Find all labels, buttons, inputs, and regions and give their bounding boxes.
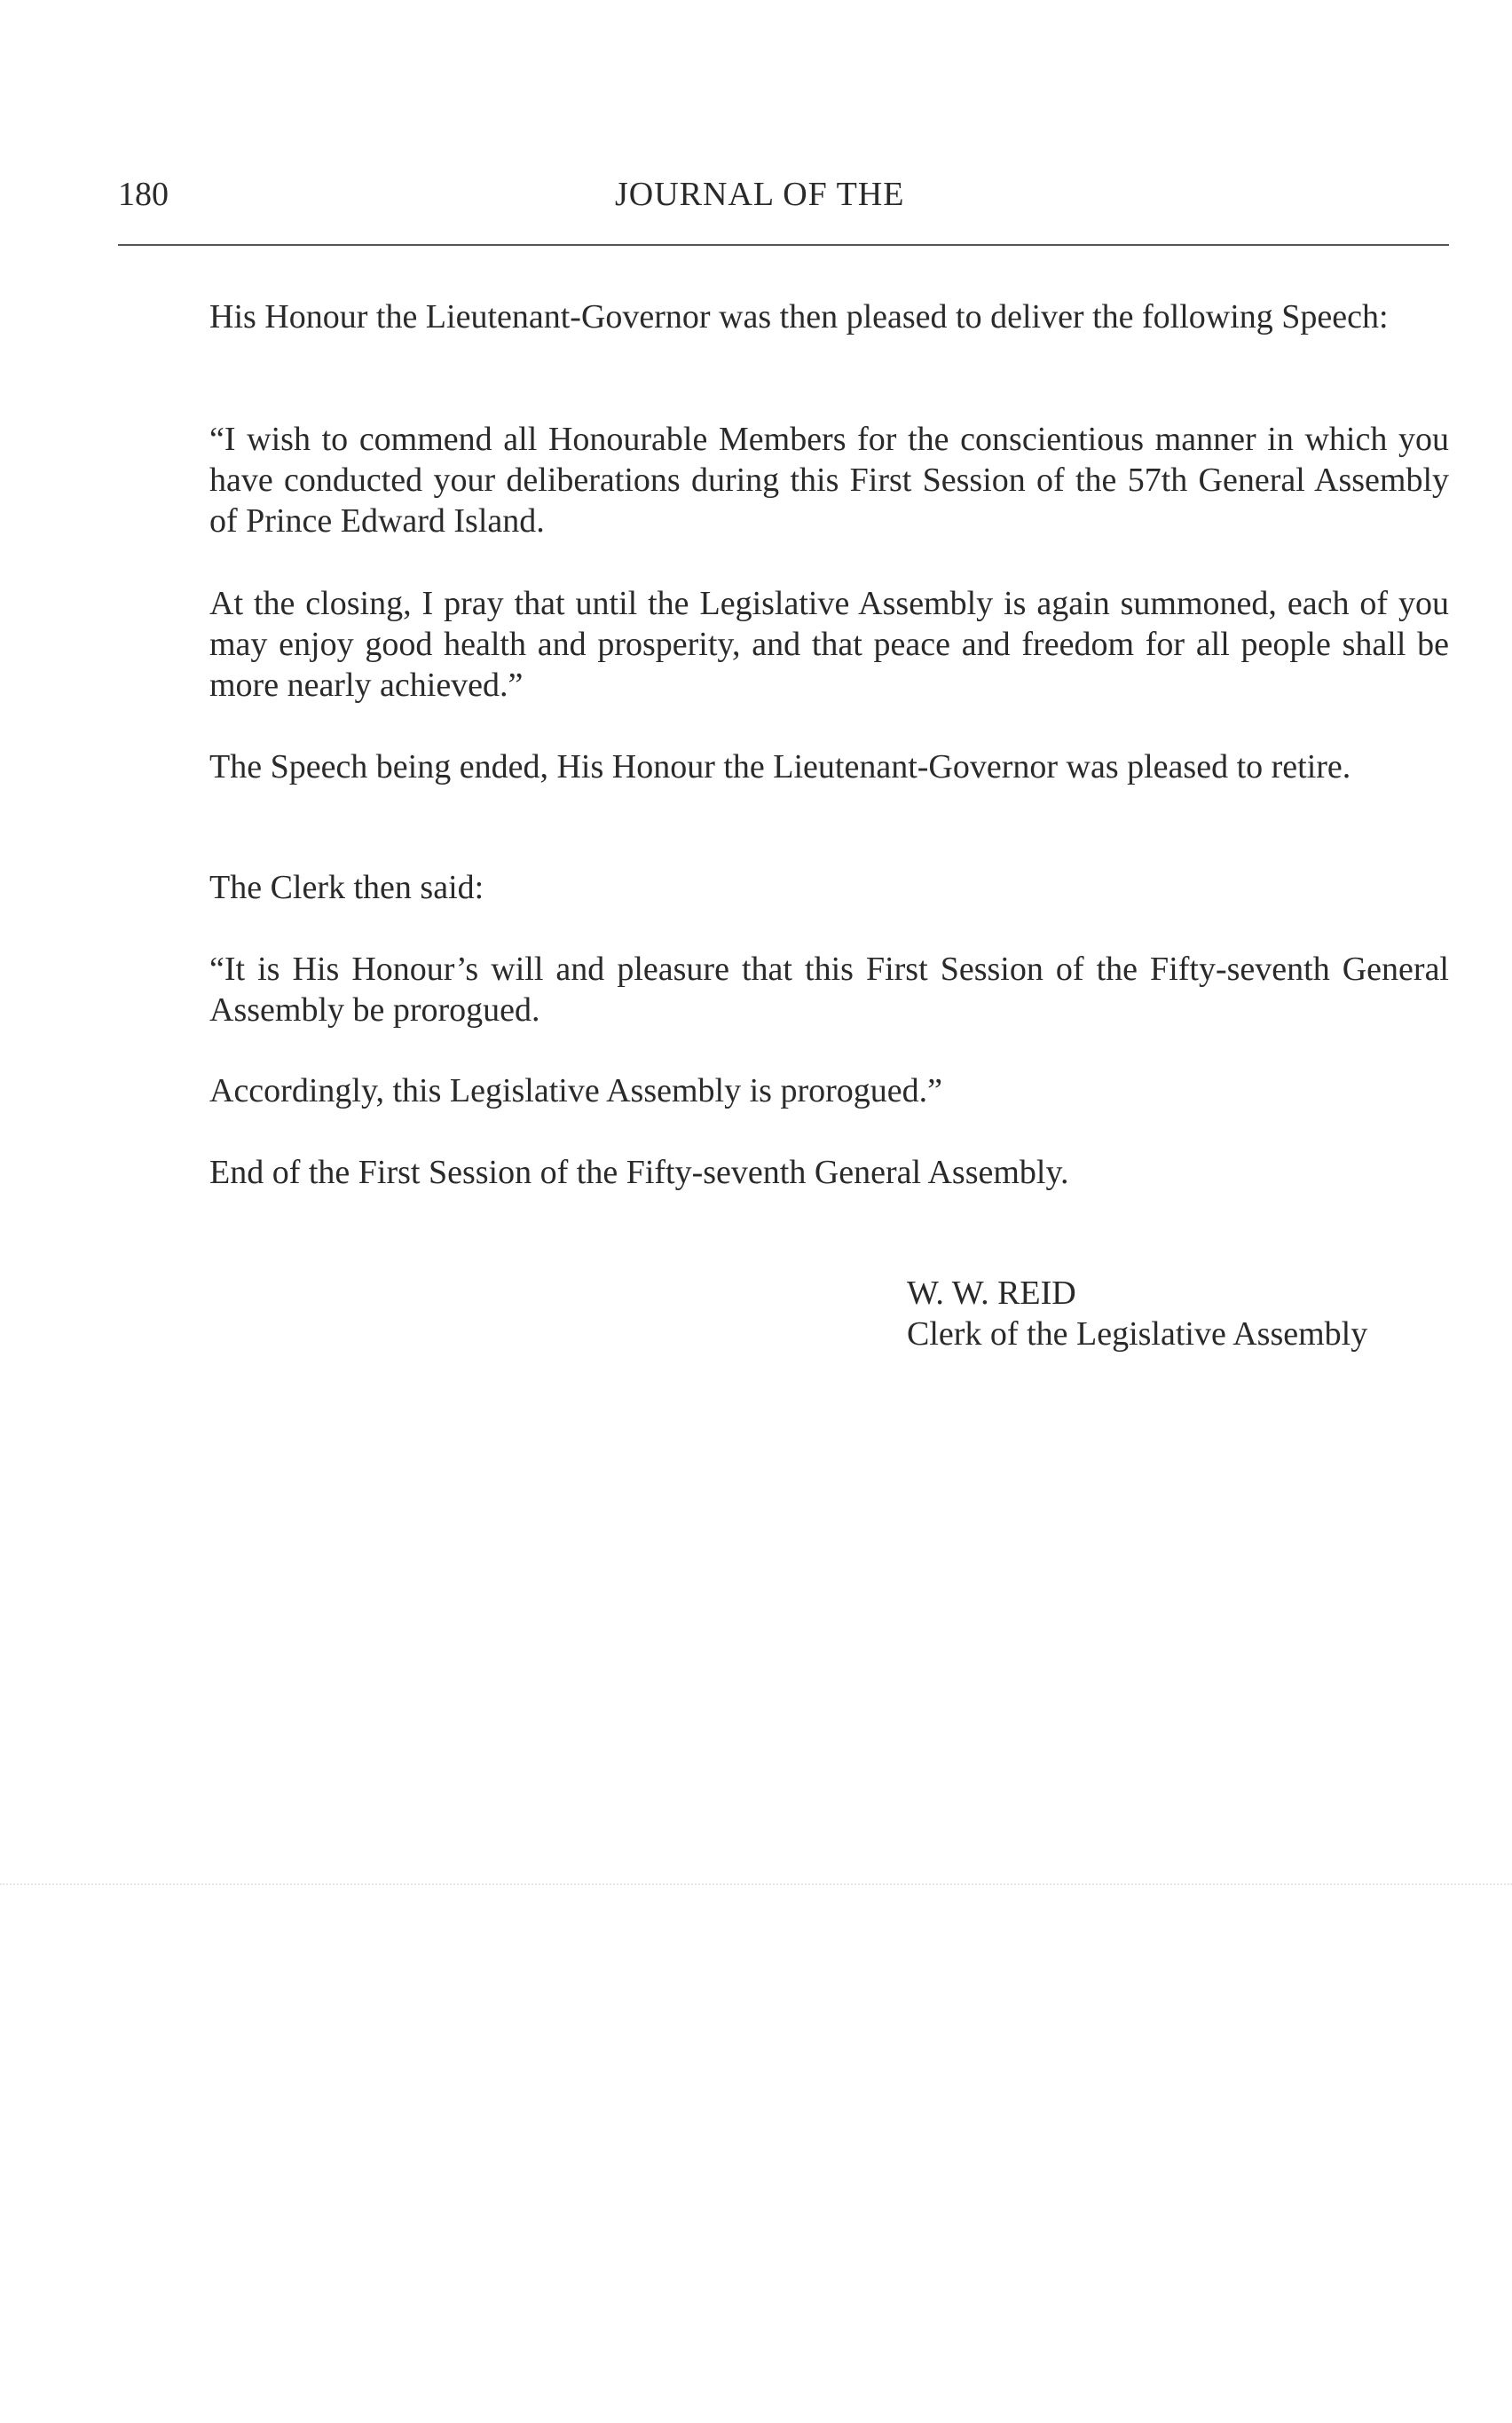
paragraph-end-of-session: End of the First Session of the Fifty-seventh General Assembly.: [209, 1154, 1069, 1191]
page-number: 180: [118, 176, 169, 213]
paragraph-speech-closing: At the closing, I pray that until the Legislative Assembly is again summoned, each of you may enjoy good health and prosperity, and that peace and freedom for all people shall be more nearly achieved.”: [209, 585, 1449, 704]
paragraph-prorogued: Accordingly, this Legislative Assembly is prorogued.”: [209, 1072, 942, 1109]
paragraph-prorogue-will: “It is His Honour’s will and pleasure that this First Session of the Fifty-seventh General Assembly be prorogued.: [209, 951, 1449, 1029]
header-rule: [118, 244, 1449, 246]
paragraph-speech-intro: His Honour the Lieutenant-Governor was then pleased to deliver the following Speech:: [209, 298, 1389, 335]
scan-artifact-line: [0, 1883, 1512, 1885]
paragraph-clerk-said: The Clerk then said:: [209, 869, 484, 906]
signature-name: W. W. REID: [907, 1275, 1076, 1312]
signature-title: Clerk of the Legislative Assembly: [907, 1315, 1368, 1353]
paragraph-speech-commend: “I wish to commend all Honourable Members for the conscientious manner in which you have conducted your deliberations during this First Session of the 57th General Assembly of Prince Edward Island.: [209, 421, 1449, 540]
page-header: [118, 172, 1449, 217]
paragraph-speech-ended: The Speech being ended, His Honour the Lieutenant-Governor was pleased to retire.: [209, 748, 1351, 785]
running-title: JOURNAL OF THE: [615, 176, 905, 213]
